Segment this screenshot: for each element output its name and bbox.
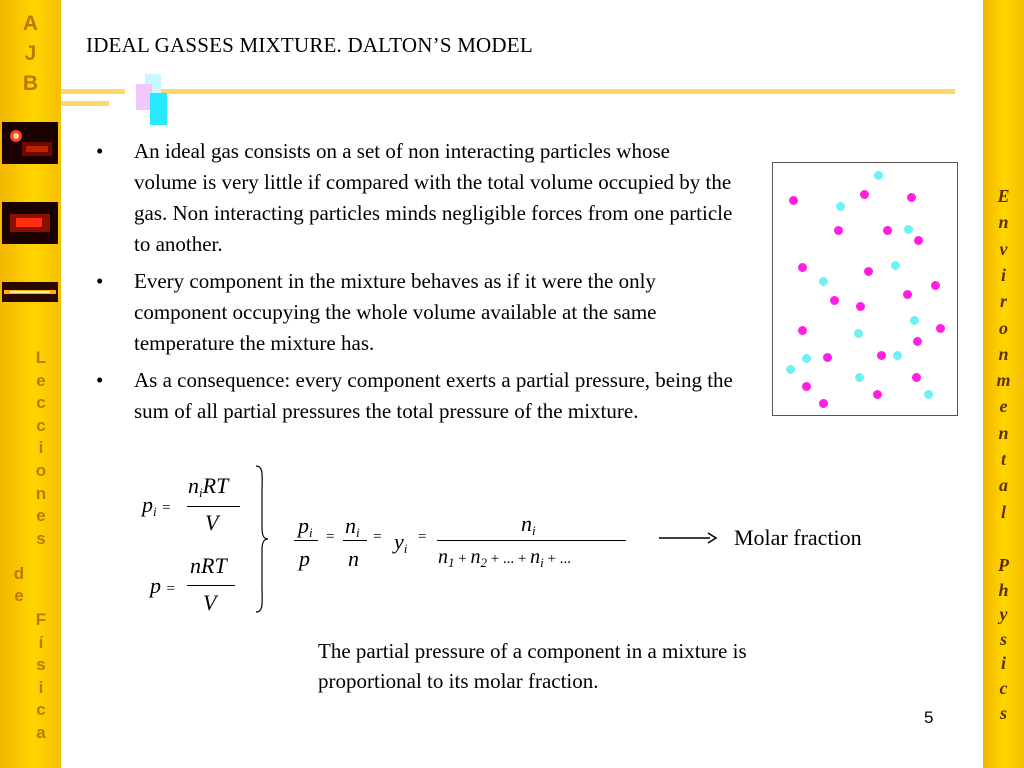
particle-cyan [854,329,863,338]
eq1-numerator: $n_iRT$ [188,473,229,500]
physics-letter: P [998,555,1009,575]
lecciones-letter: e [36,370,46,390]
decorative-line-left-2 [61,101,109,106]
environmental-letter: i [1000,264,1006,285]
environmental-letter: n [998,343,1009,364]
eq3-f1-bar [294,540,318,541]
particle-magenta [802,382,811,391]
eq3-equals-3: = [418,529,427,545]
physics-letter: h [998,579,1009,600]
eq3-f2-den: n [348,546,359,571]
eq2-numerator: nRT [190,553,227,578]
physics-letter: s [999,702,1007,723]
note-text: The partial pressure of a component in a mixture is proportional to its molar fraction. [318,639,747,693]
eq1-denominator: V [205,510,219,535]
particle-magenta [883,226,892,235]
fisica-letter: F [35,610,47,629]
slide-title: IDEAL GASSES MIXTURE. DALTON’S MODEL [86,33,533,57]
eq3-f3-num: $n_i$ [521,511,536,538]
environmental-letter: m [996,370,1011,391]
particle-cyan [893,351,902,360]
particle-magenta [798,263,807,272]
lecciones-letter: c [36,415,46,435]
de-letter: d [13,564,25,583]
logo-letter-b: B [22,72,39,95]
particle-cyan [786,365,795,374]
decorative-square-cyan [150,93,167,125]
particle-magenta [912,373,921,382]
particle-magenta [798,326,807,335]
eq1-lhs: $p_i$ = [142,492,171,519]
right-brace [252,464,270,614]
thumbnail-image-3 [2,282,58,302]
decorative-line-right [158,89,955,94]
fisica-letter: i [38,677,44,697]
eq3-f3-bar [437,540,626,541]
arrow-right-icon [658,530,718,546]
particle-magenta [873,390,882,399]
environmental-letter: o [999,317,1008,338]
lecciones-letter: c [36,393,46,413]
eq3-equals-1: = [326,529,335,545]
particle-magenta [877,351,886,360]
eq3-f2-num: $n_i$ [345,513,360,540]
lecciones-letter: L [35,348,47,367]
particle-magenta [914,236,923,245]
environmental-letter: l [1000,501,1006,522]
bullet-list [96,136,736,433]
physics-letter: c [999,678,1008,698]
eq1-fraction-bar [187,506,240,507]
eq2-denominator: V [203,590,217,615]
particle-cyan [819,277,828,286]
particle-magenta [913,337,922,346]
physics-letter: s [999,628,1007,649]
eq2-lhs: p = [150,573,175,598]
particle-cyan [910,316,919,325]
lecciones-letter: o [35,461,47,480]
particle-cyan [924,390,933,399]
page-number: 5 [924,708,934,727]
bullet-item [96,136,736,260]
environmental-letter: n [998,422,1009,443]
lecciones-letter: e [36,506,46,526]
physics-letter: y [999,604,1008,625]
thumbnail-image-2 [2,202,58,244]
bullet-text: An ideal gas consists on a set of non interacting particles whose volume is very little if compared with the total volume occupied by the gas. Non interacting particles minds negligible forces from one particle to another. [134,139,733,256]
particle-cyan [802,354,811,363]
particle-magenta [936,324,945,333]
fisica-letter: í [38,632,44,652]
particle-magenta [907,193,916,202]
bullet-item [96,266,736,359]
bullet-item [96,365,736,427]
environmental-letter: v [999,238,1008,259]
decorative-line-left [61,89,125,94]
thumbnail-image-1 [2,122,58,164]
bullet-text: Every component in the mixture behaves as if it were the only component occupying the whole volume available at the same temperature the mixture has. [134,269,657,355]
bullet-text: As a consequence: every component exerts a partial pressure, being the sum of all partial pressures the total pressure of the mixture. [134,368,733,423]
particle-cyan [836,202,845,211]
eq2-fraction-bar [187,585,235,586]
lecciones-letter: i [38,438,44,458]
bullet-marker: • [96,368,104,392]
particle-cyan [904,225,913,234]
particle-magenta [864,267,873,276]
particle-magenta [819,399,828,408]
particle-magenta [830,296,839,305]
particle-magenta [856,302,865,311]
particle-magenta [834,226,843,235]
eq3-f2-bar [343,540,367,541]
particle-magenta [860,190,869,199]
fisica-letter: c [36,700,46,720]
molar-fraction-label: Molar fraction [734,525,862,550]
fisica-letter: s [36,655,46,675]
particle-magenta [903,290,912,299]
fisica-letter: a [36,723,46,742]
eq3-y: $y_i$ [394,529,408,556]
gas-particles-diagram [772,162,958,416]
particle-magenta [789,196,798,205]
eq3-f1-den: p [299,546,310,571]
lecciones-letter: s [36,528,46,548]
bullet-marker: • [96,269,104,293]
logo-letter-j: J [24,42,37,65]
environmental-letter: r [999,291,1007,312]
eq3-f3-den: $n_1 + n_2$ + ... + $n_i$ + ... [438,546,571,570]
particle-cyan [891,261,900,270]
environmental-letter: e [999,396,1008,417]
de-letter: e [14,586,24,605]
particle-magenta [931,281,940,290]
environmental-letter: n [998,212,1009,233]
environmental-letter: E [997,186,1010,206]
particle-cyan [874,171,883,180]
particle-cyan [855,373,864,382]
bullet-marker: • [96,139,104,163]
eq3-f1-num: $p_i$ [298,513,313,540]
environmental-letter: a [999,475,1008,496]
particle-magenta [823,353,832,362]
logo-letter-a: A [22,12,39,35]
lecciones-letter: n [35,483,47,503]
eq3-equals-2: = [373,529,382,545]
physics-letter: i [1000,653,1006,674]
environmental-letter: t [1000,449,1006,469]
